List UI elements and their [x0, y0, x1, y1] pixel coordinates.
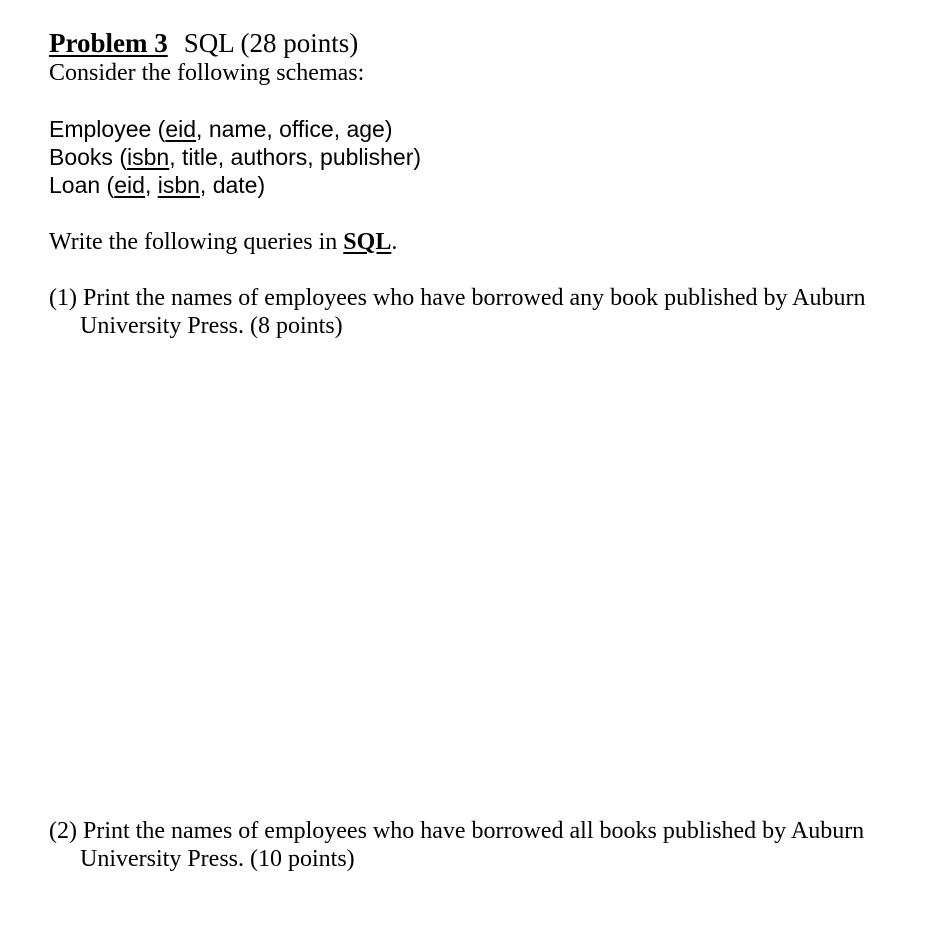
- question-line: (1) Print the names of employees who have borrowed any book published by Auburn: [49, 285, 866, 311]
- schema-loan: [49, 171, 421, 199]
- schema-rest-fields: , name, office, age): [196, 116, 393, 142]
- schema-rest-fields: , title, authors, publisher): [169, 144, 422, 170]
- schema-rest-fields: , date): [199, 172, 266, 198]
- instruction-prefix: Write the following queries in: [49, 229, 344, 255]
- instruction-emphasis: SQL: [343, 229, 392, 255]
- problem-title: SQL (28 points): [183, 28, 359, 58]
- schema-name: Loan: [49, 172, 101, 198]
- schema-books: [49, 143, 421, 171]
- question-line-continued: University Press. (10 points): [80, 846, 355, 872]
- schema-open-paren: (: [100, 172, 115, 198]
- schema-key-field: eid: [114, 172, 145, 198]
- schema-list: [49, 115, 421, 199]
- instruction-text: [49, 227, 397, 257]
- schema-key-field: eid: [165, 116, 197, 142]
- problem-heading: [49, 26, 358, 60]
- schema-name: Employee: [49, 116, 152, 142]
- schema-name: Books: [49, 144, 113, 170]
- question-line: (2) Print the names of employees who have borrowed all books published by Auburn: [49, 818, 865, 844]
- schema-open-paren: (: [151, 116, 166, 142]
- intro-text: Consider the following schemas:: [49, 60, 365, 86]
- question-2: [49, 817, 909, 873]
- question-1: [49, 284, 909, 340]
- problem-label: Problem 3: [49, 28, 168, 58]
- schema-employee: [49, 115, 421, 143]
- schema-key-field: isbn: [157, 172, 200, 198]
- schema-open-paren: (: [112, 144, 127, 170]
- instruction-suffix: .: [391, 229, 398, 255]
- question-line-continued: University Press. (8 points): [80, 313, 343, 339]
- schema-comma: ,: [144, 172, 158, 198]
- schema-key-field: isbn: [127, 144, 170, 170]
